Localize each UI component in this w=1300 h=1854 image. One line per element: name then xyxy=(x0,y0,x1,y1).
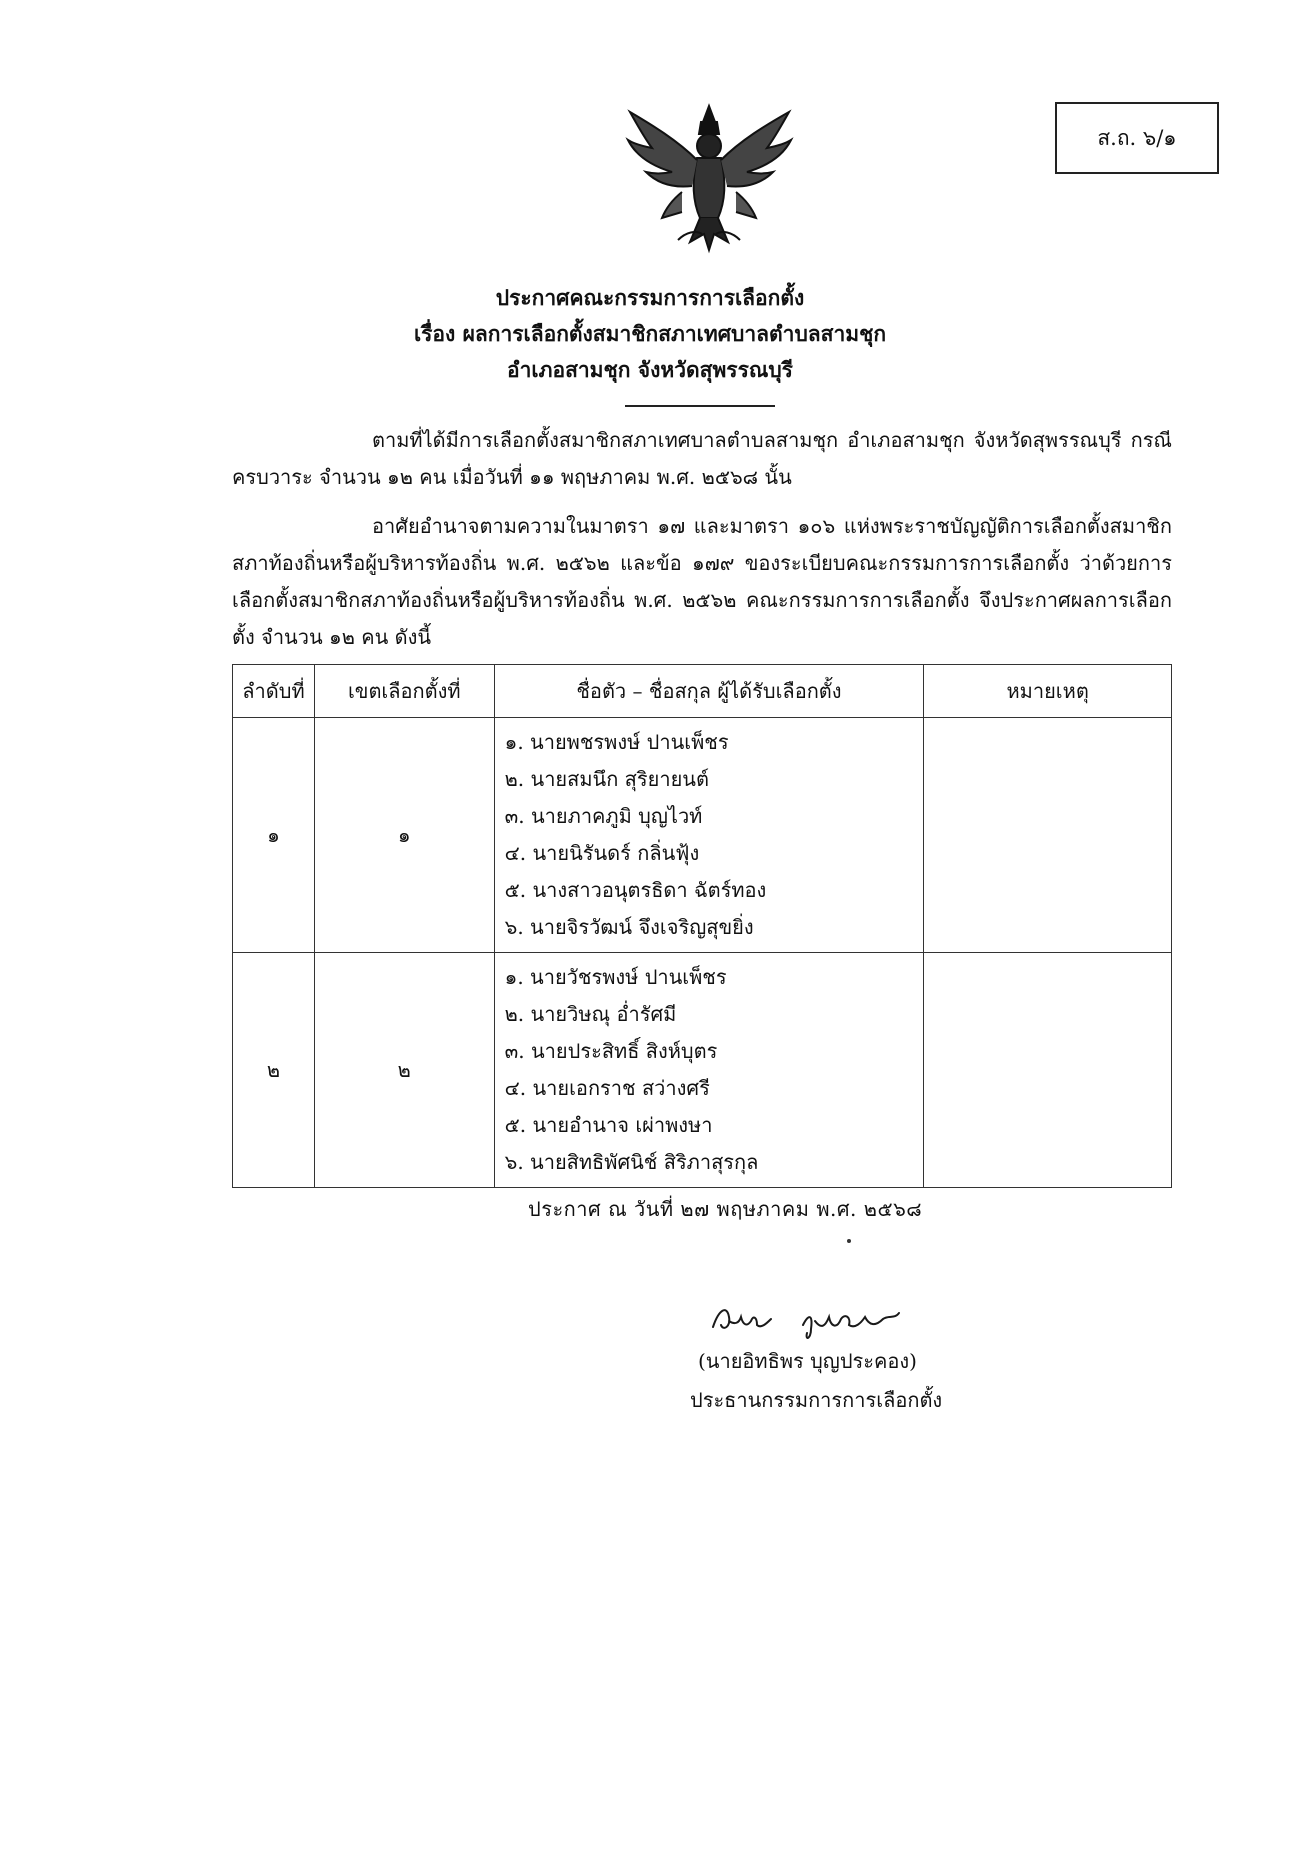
elected-name: ๕. นางสาวอนุตรธิดา ฉัตร์ทอง xyxy=(504,878,767,902)
elected-name: ๑. นายพชรพงษ์ ปานเพ็ชร xyxy=(504,730,729,754)
document-location: อำเภอสามชุก จังหวัดสุพรรณบุรี xyxy=(507,357,793,382)
elected-name: ๕. นายอำนาจ เผ่าพงษา xyxy=(504,1113,713,1137)
announcement-date: ประกาศ ณ วันที่ ๒๗ พฤษภาคม พ.ศ. ๒๕๖๘ xyxy=(528,1197,923,1221)
header-district: เขตเลือกตั้งที่ xyxy=(314,665,494,718)
elected-name: ๖. นายสิทธิพัศนิช์ สิริภาสุรกุล xyxy=(504,1150,759,1174)
elected-name: ๖. นายจิรวัฒน์ จึงเจริญสุขยิ่ง xyxy=(504,915,754,939)
stray-dot xyxy=(847,1239,851,1243)
form-code: ส.ถ. ๖/๑ xyxy=(1097,126,1177,150)
document-subject: เรื่อง ผลการเลือกตั้งสมาชิกสภาเทศบาลตำบลสามชุก xyxy=(413,321,887,346)
elected-name: ๓. นายภาคภูมิ บุญไวท์ xyxy=(504,804,703,828)
elected-name: ๒. นายสมนึก สุริยายนต์ xyxy=(504,767,709,791)
header-names: ชื่อตัว – ชื่อสกุล ผู้ได้รับเลือกตั้ง xyxy=(494,665,924,718)
heading-divider xyxy=(625,405,775,407)
table-row xyxy=(233,718,1172,953)
table-header-row xyxy=(233,665,1172,718)
elected-name: ๓. นายประสิทธิ์ สิงห์บุตร xyxy=(504,1039,718,1063)
row-order: ๑ xyxy=(233,718,315,953)
form-code-box xyxy=(1055,102,1219,174)
row-district: ๒ xyxy=(314,953,494,1188)
elected-name: ๔. นายเอกราช สว่างศรี xyxy=(504,1076,710,1100)
signer-name: (นายอิทธิพร บุญประคอง) xyxy=(698,1349,917,1373)
results-table xyxy=(232,664,1172,1188)
elected-names-list xyxy=(494,953,924,1188)
elected-name: ๔. นายนิรันดร์ กลิ่นฟุ้ง xyxy=(504,841,700,865)
row-remark xyxy=(924,953,1172,1188)
elected-name: ๒. นายวิษณุ อ่ำรัศมี xyxy=(504,1002,677,1026)
garuda-emblem-icon xyxy=(622,100,797,260)
header-order: ลำดับที่ xyxy=(233,665,315,718)
elected-name: ๑. นายวัชรพงษ์ ปานเพ็ชร xyxy=(504,965,727,989)
signer-title: ประธานกรรมการการเลือกตั้ง xyxy=(690,1388,943,1412)
handwritten-signature xyxy=(705,1295,915,1345)
row-remark xyxy=(924,718,1172,953)
document-title: ประกาศคณะกรรมการการเลือกตั้ง xyxy=(495,285,805,310)
table-row xyxy=(233,953,1172,1188)
paragraph-1: ตามที่ได้มีการเลือกตั้งสมาชิกสภาเทศบาลตำบลสามชุก อำเภอสามชุก จังหวัดสุพรรณบุรี กรณีครบวาระ จำนวน ๑๒ คน เมื่อวันที่ ๑๑ พฤษภาคม พ.ศ. ๒๕๖๘ นั้น xyxy=(232,428,1172,489)
row-order: ๒ xyxy=(233,953,315,1188)
row-district: ๑ xyxy=(314,718,494,953)
header-remark: หมายเหตุ xyxy=(924,665,1172,718)
paragraph-2: อาศัยอำนาจตามความในมาตรา ๑๗ และมาตรา ๑๐๖ แห่งพระราชบัญญัติการเลือกตั้งสมาชิกสภาท้องถิ่นหรือผู้บริหารท้องถิ่น พ.ศ. ๒๕๖๒ และข้อ ๑๗๙ ของระเบียบคณะกรรมการการเลือกตั้ง ว่าด้วยการเลือกตั้งสมาชิกสภาท้องถิ่นหรือผู้บริหารท้องถิ่น พ.ศ. ๒๕๖๒ คณะกรรมการการเลือกตั้ง จึงประกาศผลการเลือกตั้ง จำนวน ๑๒ คน ดังนี้ xyxy=(232,514,1172,649)
elected-names-list xyxy=(494,718,924,953)
